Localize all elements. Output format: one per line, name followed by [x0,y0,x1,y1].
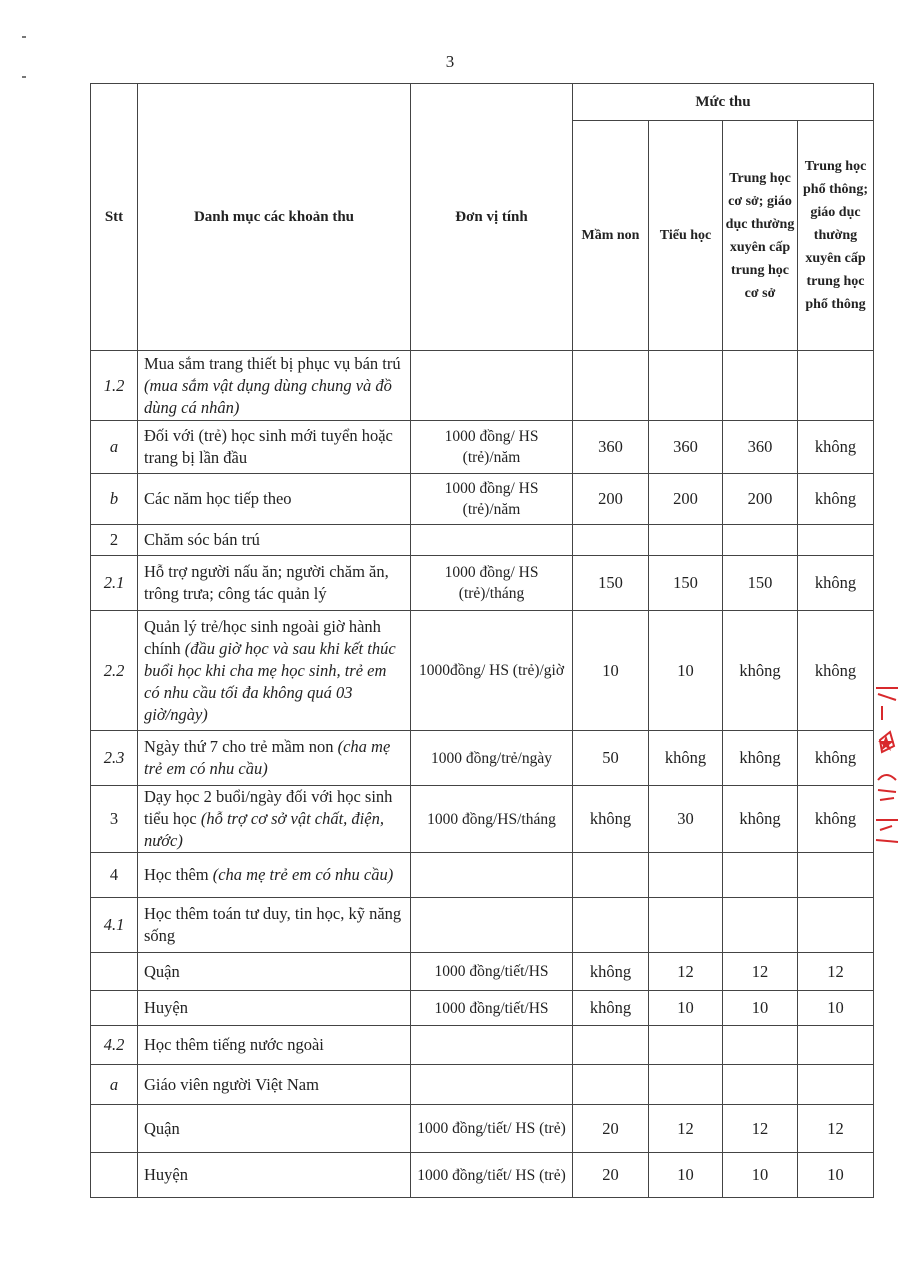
unit-of-measure: 1000đồng/ HS (trẻ)/giờ [411,611,573,731]
row-number [91,1153,138,1198]
table-row [91,474,874,525]
fee-primary: 10 [649,991,723,1026]
fee-primary: 10 [649,1153,723,1198]
item-description [138,525,411,556]
fee-lower-secondary: 12 [723,953,798,991]
item-description [138,474,411,525]
fee-lower-secondary: 200 [723,474,798,525]
description-text: Hỗ trợ người nấu ăn; người chăm ăn, trông trưa; công tác quản lý [144,562,389,603]
fee-preschool [573,898,649,953]
unit-of-measure: 1000 đồng/ HS (trẻ)/năm [411,421,573,474]
table-row [91,1153,874,1198]
table-row [91,611,874,731]
row-number: a [91,421,138,474]
description-text: Học thêm toán tư duy, tin học, kỹ năng sống [144,904,402,945]
row-number: 1.2 [91,351,138,421]
fee-upper-secondary: không [798,421,874,474]
header-level-primary: Tiểu học [649,121,723,351]
row-number: 2.1 [91,556,138,611]
table-row [91,1065,874,1105]
fee-preschool [573,1026,649,1065]
description-note: (cha mẹ trẻ em có nhu cầu) [144,737,391,778]
red-stamp-fragment [872,680,900,845]
description-text: Ngày thứ 7 cho trẻ mầm non [144,737,338,756]
header-stt: Stt [91,84,138,351]
fee-upper-secondary: 12 [798,953,874,991]
fee-upper-secondary [798,1026,874,1065]
description-text: Huyện [144,1165,188,1184]
fee-lower-secondary: 10 [723,1153,798,1198]
unit-of-measure: 1000 đồng/ HS (trẻ)/năm [411,474,573,525]
table-row [91,351,874,421]
fee-lower-secondary [723,525,798,556]
fee-preschool [573,853,649,898]
item-description [138,898,411,953]
row-number [91,1105,138,1153]
description-note: (hỗ trợ cơ sở vật chất, điện, nước) [144,809,384,850]
fee-upper-secondary: không [798,731,874,786]
unit-of-measure [411,525,573,556]
fee-lower-secondary: không [723,611,798,731]
fee-upper-secondary [798,351,874,421]
fee-upper-secondary: 10 [798,991,874,1026]
fee-upper-secondary: không [798,556,874,611]
fee-preschool: 10 [573,611,649,731]
item-description [138,611,411,731]
scan-mark [22,36,26,38]
unit-of-measure: 1000 đồng/trẻ/ngày [411,731,573,786]
row-number: 4.1 [91,898,138,953]
row-number: 2.3 [91,731,138,786]
fee-preschool: 360 [573,421,649,474]
unit-of-measure [411,351,573,421]
row-number: 2 [91,525,138,556]
fee-primary: 12 [649,953,723,991]
fee-upper-secondary [798,1065,874,1105]
fee-upper-secondary: không [798,611,874,731]
fee-primary [649,1065,723,1105]
unit-of-measure [411,1065,573,1105]
description-note: (mua sắm vật dụng dùng chung và đồ dùng cá nhân) [144,375,392,417]
table-row [91,898,874,953]
fee-upper-secondary: không [798,786,874,853]
header-unit: Đơn vị tính [411,84,573,351]
fee-primary [649,525,723,556]
unit-of-measure [411,1026,573,1065]
fee-preschool: 20 [573,1105,649,1153]
fee-primary: 10 [649,611,723,731]
fee-preschool: 50 [573,731,649,786]
description-text: Chăm sóc bán trú [144,530,260,549]
unit-of-measure: 1000 đồng/tiết/HS [411,953,573,991]
fee-preschool: không [573,786,649,853]
fee-lower-secondary [723,1065,798,1105]
row-number: 3 [91,786,138,853]
item-description [138,953,411,991]
fee-upper-secondary [798,525,874,556]
item-description [138,351,411,421]
scan-mark [22,76,26,78]
table-row [91,731,874,786]
table-row [91,786,874,853]
fee-lower-secondary: 10 [723,991,798,1026]
fee-lower-secondary: không [723,786,798,853]
header-level-preschool: Mầm non [573,121,649,351]
fee-lower-secondary: 150 [723,556,798,611]
fee-table [90,83,874,1198]
row-number: 2.2 [91,611,138,731]
description-text: Học thêm tiếng nước ngoài [144,1035,324,1054]
table-row [91,421,874,474]
fee-primary: 30 [649,786,723,853]
header-level-upper-secondary: Trung học phổ thông; giáo dục thường xuyên cấp trung học phổ thông [798,121,874,351]
table-row [91,953,874,991]
fee-primary: 360 [649,421,723,474]
row-number: a [91,1065,138,1105]
item-description [138,556,411,611]
fee-preschool: 150 [573,556,649,611]
fee-lower-secondary: 12 [723,1105,798,1153]
fee-lower-secondary [723,1026,798,1065]
fee-primary [649,351,723,421]
fee-primary [649,898,723,953]
unit-of-measure: 1000 đồng/HS/tháng [411,786,573,853]
unit-of-measure [411,853,573,898]
fee-preschool [573,1065,649,1105]
row-number: 4 [91,853,138,898]
description-text: Dạy học 2 buổi/ngày đối với học sinh tiểu học [144,787,393,828]
row-number: 4.2 [91,1026,138,1065]
description-text: Quận [144,961,180,981]
description-text: Các năm học tiếp theo [144,489,292,508]
table-row [91,1026,874,1065]
table-row [91,525,874,556]
description-note: (cha mẹ trẻ em có nhu cầu) [212,865,394,884]
fee-primary [649,1026,723,1065]
fee-lower-secondary: 360 [723,421,798,474]
table-row [91,556,874,611]
header-level-lower-secondary: Trung học cơ sở; giáo dục thường xuyên cấp trung học cơ sở [723,121,798,351]
item-description [138,853,411,898]
fee-primary [649,853,723,898]
table-row [91,991,874,1026]
item-description [138,731,411,786]
fee-preschool: 20 [573,1153,649,1198]
fee-preschool [573,351,649,421]
fee-upper-secondary [798,898,874,953]
page-number: 3 [445,52,455,71]
unit-of-measure: 1000 đồng/tiết/ HS (trẻ) [411,1153,573,1198]
fee-preschool: không [573,953,649,991]
item-description [138,1026,411,1065]
item-description [138,786,411,853]
fee-primary: 200 [649,474,723,525]
fee-primary: 12 [649,1105,723,1153]
unit-of-measure [411,898,573,953]
fee-lower-secondary [723,853,798,898]
unit-of-measure: 1000 đồng/tiết/ HS (trẻ) [411,1105,573,1153]
row-number: b [91,474,138,525]
table-row [91,853,874,898]
description-text: Giáo viên người Việt Nam [144,1074,319,1094]
header-fee-level: Mức thu [573,84,874,121]
fee-upper-secondary: 12 [798,1105,874,1153]
row-number [91,991,138,1026]
item-description [138,1105,411,1153]
fee-lower-secondary [723,898,798,953]
table-row [91,1105,874,1153]
fee-primary: không [649,731,723,786]
fee-lower-secondary [723,351,798,421]
item-description [138,1065,411,1105]
description-text: Học thêm [144,865,213,884]
fee-preschool: 200 [573,474,649,525]
item-description [138,1153,411,1198]
item-description [138,421,411,474]
row-number [91,953,138,991]
fee-upper-secondary [798,853,874,898]
description-text: Huyện [144,998,188,1017]
fee-upper-secondary: không [798,474,874,525]
unit-of-measure: 1000 đồng/ HS (trẻ)/tháng [411,556,573,611]
description-text: Đối với (trẻ) học sinh mới tuyển hoặc trang bị lần đầu [144,426,393,467]
description-note: (đầu giờ học và sau khi kết thúc buổi học khi cha mẹ học sinh, trẻ em có nhu cầu tối đa không quá 03 giờ/ngày) [144,638,396,724]
fee-primary: 150 [649,556,723,611]
description-text: Quản lý trẻ/học sinh ngoài giờ hành chính [144,616,381,658]
fee-upper-secondary: 10 [798,1153,874,1198]
description-text: Mua sắm trang thiết bị phục vụ bán trú [144,353,401,373]
header-category: Danh mục các khoản thu [138,84,411,351]
fee-lower-secondary: không [723,731,798,786]
fee-preschool [573,525,649,556]
unit-of-measure: 1000 đồng/tiết/HS [411,991,573,1026]
description-text: Quận [144,1118,180,1138]
fee-preschool: không [573,991,649,1026]
item-description [138,991,411,1026]
